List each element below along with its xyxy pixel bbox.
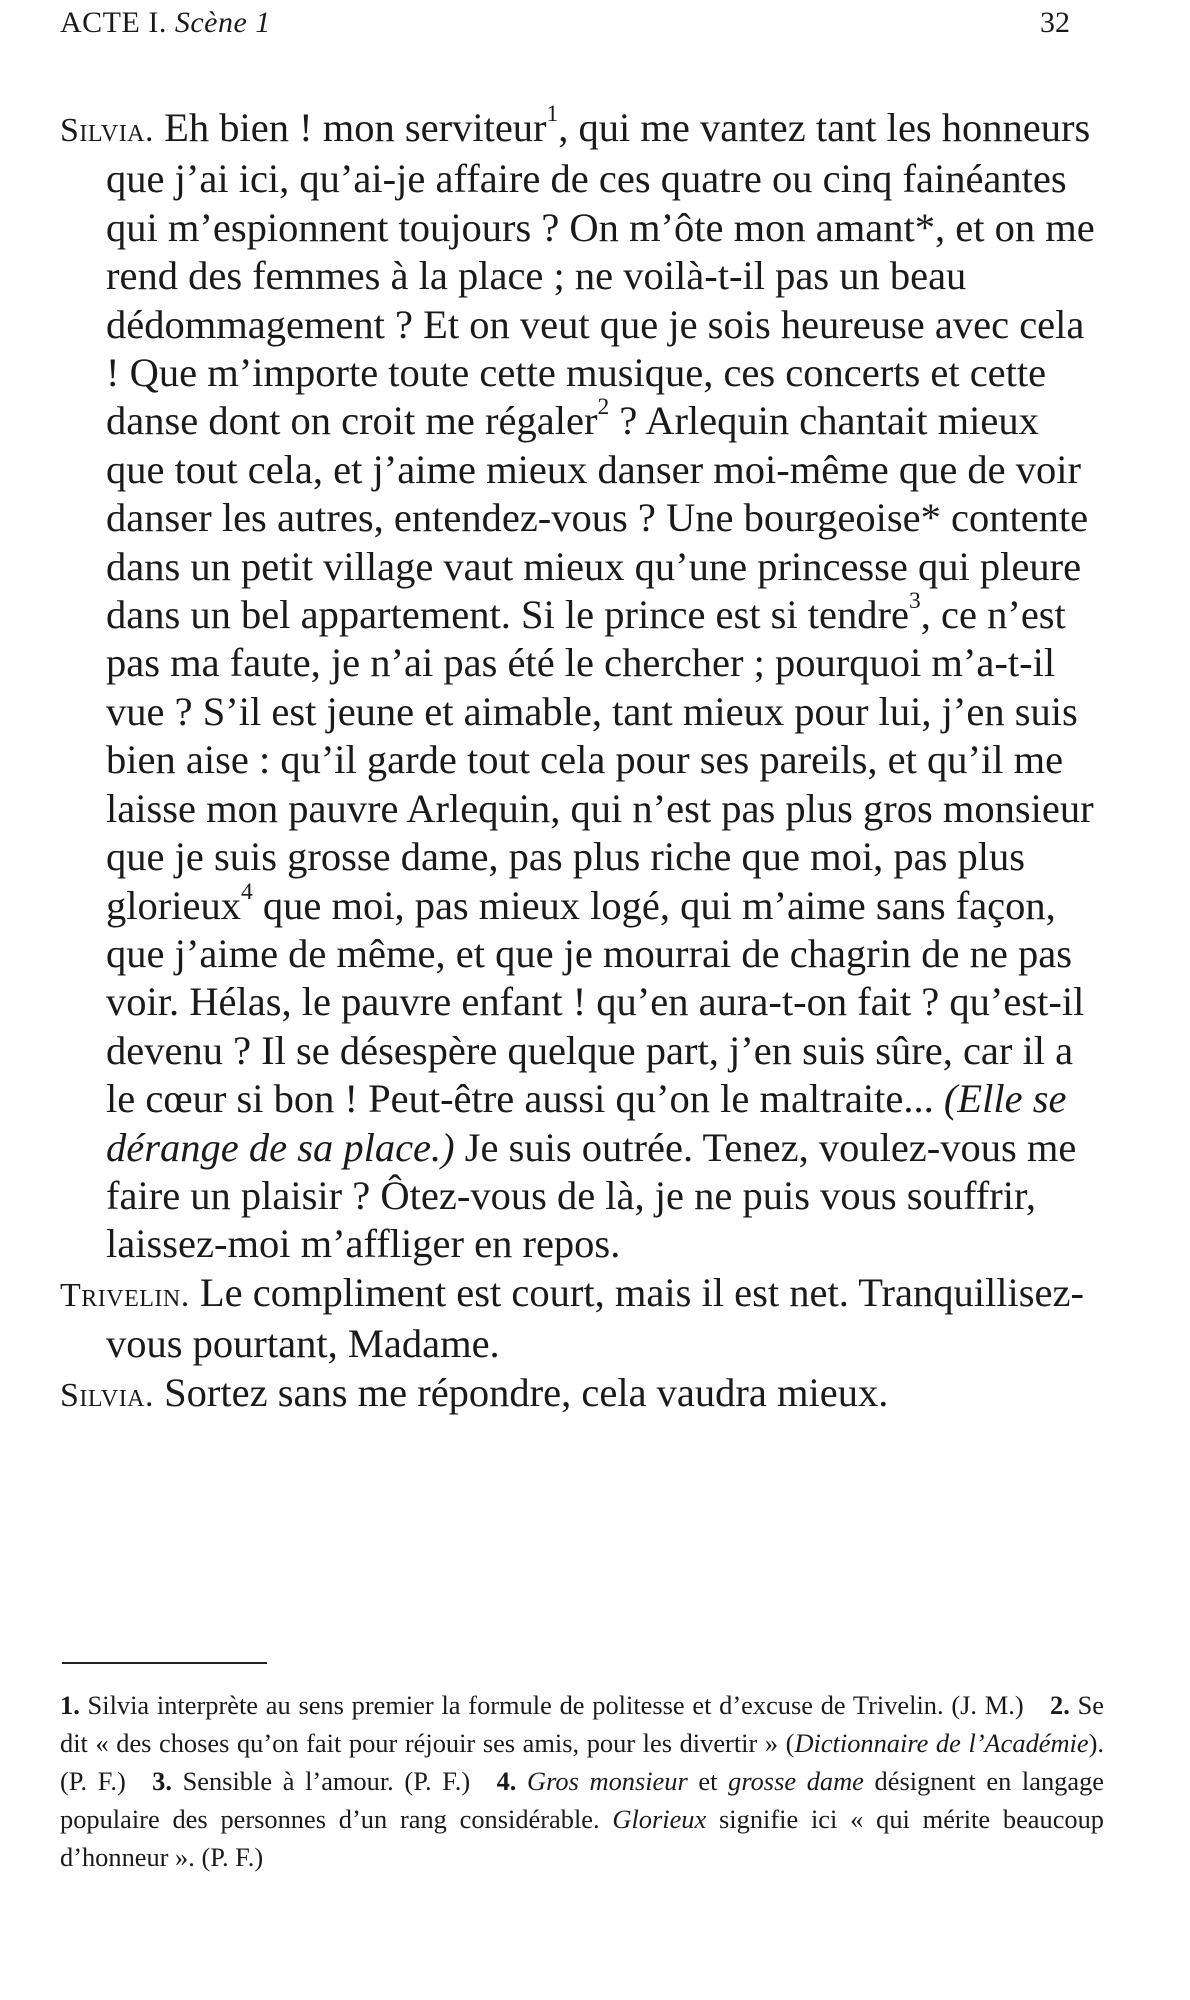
- footnote: [60, 1690, 1024, 1720]
- act-scene-heading: [60, 6, 271, 40]
- italic-text: Glorieux: [612, 1804, 707, 1834]
- italic-text: (Elle se dérange de sa place.): [106, 1076, 1067, 1170]
- running-header: [60, 6, 1070, 46]
- speaker-name: Trivelin.: [60, 1276, 190, 1314]
- page-number: 32: [1040, 6, 1070, 39]
- note-reference: 3: [909, 588, 921, 615]
- text-run: Sensible à l’amour. (P. F.): [171, 1766, 471, 1796]
- text-run: signifie ici « qui mérite beaucoup d’honneur ». (P. F.): [60, 1804, 1104, 1872]
- text-run: Silvia interprète au sens premier la formule de politesse et d’excuse de Trivelin. (J. M.): [79, 1690, 1024, 1720]
- text-run: que moi, pas mieux logé, qui m’aime sans façon, que j’aime de même, et que je mourrai de chagrin de ne pas voir. Hélas, le pauvre enfant ! qu’en aura-t-on fait ? qu’est-il devenu ? Il se désespère quelque part, j’en suis sûre, car il a le cœur si bon ! Peut-être aussi qu’on le maltraite...: [106, 882, 1085, 1122]
- text-run: , ce n’est pas ma faute, je n’ai pas été le chercher ; pourquoi m’a-t-il vue ? S’il est jeune et aimable, tant mieux pour lui, j’en suis bien aise : qu’il garde tout cela pour ses pareils, et qu’il me laisse mon pauvre Arlequin, qui n’est pas plus gros monsieur que je suis grosse dame, pas plus riche que moi, pas plus glorieux: [106, 592, 1094, 928]
- text-run: Je suis outrée. Tenez, voulez-vous me faire un plaisir ? Ôtez-vous de là, je ne puis vous souffrir, laissez-moi m’affliger en repos.: [106, 1124, 1077, 1267]
- footnote-number: 4.: [496, 1766, 517, 1796]
- text-run: ). (P. F.): [60, 1728, 1104, 1796]
- speaker-name: Silvia.: [60, 112, 155, 149]
- text-run: et: [687, 1766, 729, 1796]
- play-text: [60, 101, 1100, 1420]
- text-run: Eh bien ! mon serviteur: [164, 105, 547, 150]
- text-run: Sortez sans me répondre, cela vaudra mieux.: [164, 1369, 889, 1415]
- speech: [60, 101, 1100, 1269]
- note-reference: 4: [240, 878, 253, 905]
- text-run: Se dit « des choses qu’on fait pour réjouir ses amis, pour les divertir » (: [60, 1690, 1104, 1758]
- footnote-number: 3.: [152, 1766, 172, 1796]
- italic-text: Dictionnaire de l’Académie: [794, 1728, 1089, 1758]
- note-reference: 2: [597, 394, 610, 421]
- footnote-number: 1.: [60, 1690, 80, 1720]
- text-run: [516, 1766, 527, 1796]
- speech: [60, 1369, 1100, 1420]
- italic-text: Gros monsieur: [527, 1766, 688, 1796]
- note-reference: 1: [546, 101, 559, 128]
- scene-label: Scène 1: [174, 6, 271, 39]
- text-run: désignent en langage populaire des personnes d’un rang considérable.: [60, 1766, 1104, 1834]
- footnote: [152, 1766, 470, 1796]
- text-run: ? Arlequin chantait mieux que tout cela, et j’aime mieux danser moi-même que de voir danser les autres, entendez-vous ? Une bourgeoise* contente dans un petit village vaut mieux qu’une princesse qui pleure dans un bel appartement. Si le prince est si tendre: [106, 398, 1089, 638]
- footnote-divider: [62, 1662, 267, 1664]
- text-run: , qui me vantez tant les honneurs que j’ai ici, qu’ai-je affaire de ces quatre ou cinq fainéantes qui m’espionnent toujours ? On m’ôte mon amant*, et on me rend des femmes à la place ; ne voilà-t-il pas un beau dédommagement ? Et on veut que je sois heureuse avec cela ! Que m’importe toute cette musique, ces concerts et cette danse dont on croit me régaler: [106, 105, 1095, 444]
- footnotes: [60, 1686, 1104, 1876]
- speech: [60, 1269, 1100, 1369]
- text-run: Le compliment est court, mais il est net. Tranquillisez-vous pourtant, Madame.: [106, 1269, 1084, 1367]
- italic-text: grosse dame: [728, 1766, 864, 1796]
- speaker-name: Silvia.: [60, 1376, 155, 1414]
- act-label: ACTE I.: [60, 6, 167, 39]
- footnote-number: 2.: [1050, 1690, 1070, 1720]
